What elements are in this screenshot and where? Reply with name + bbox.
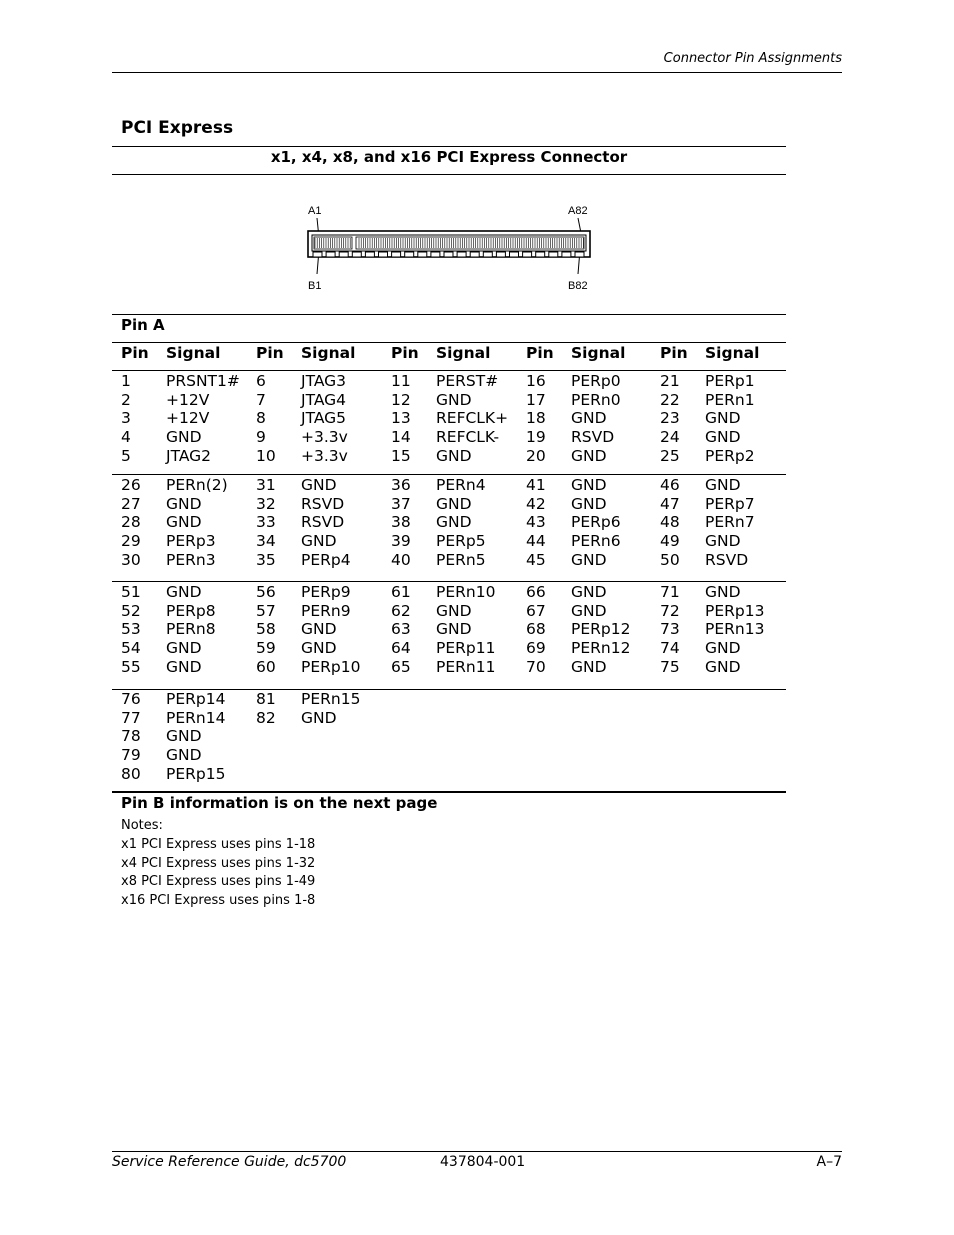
pin-number: 7 [256, 390, 266, 409]
signal-name: +3.3v [301, 446, 348, 465]
signal-name: GND [166, 657, 202, 676]
signal-column [436, 583, 495, 676]
block-separator-rule [112, 474, 786, 475]
pin-column [256, 690, 276, 727]
pin-number: 54 [121, 639, 141, 658]
signal-column [436, 476, 486, 569]
col-header-signal-4: Signal [571, 344, 626, 362]
pin-number: 66 [526, 583, 546, 601]
signal-column [166, 583, 216, 676]
pin-number: 62 [391, 601, 411, 620]
col-header-signal-3: Signal [436, 344, 491, 362]
table-caption: x1, x4, x8, and x16 PCI Express Connector [270, 148, 628, 166]
signal-name: GND [166, 583, 202, 601]
pin-number: 20 [526, 446, 546, 465]
pin-number: 44 [526, 532, 546, 551]
pin-column [660, 372, 680, 465]
signal-name: GND [436, 494, 472, 513]
pin-number: 72 [660, 601, 680, 620]
pin-number: 41 [526, 476, 546, 494]
signal-name: GND [705, 532, 741, 551]
pin-number: 30 [121, 550, 141, 569]
header-bottom-rule [112, 370, 786, 371]
signal-name: GND [571, 601, 607, 620]
signal-name: PERp10 [301, 657, 361, 676]
pin-number: 2 [121, 390, 131, 409]
pin-number: 16 [526, 372, 546, 390]
signal-name: RSVD [705, 550, 749, 569]
pin-column [121, 476, 141, 569]
signal-name: PERp2 [705, 446, 755, 465]
table-bottom-rule [112, 791, 786, 793]
pin-number: 36 [391, 476, 411, 494]
signal-name: GND [301, 708, 337, 727]
pin-number: 29 [121, 532, 141, 551]
pin-number: 81 [256, 690, 276, 708]
signal-name: GND [705, 657, 741, 676]
col-header-pin-3: Pin [391, 344, 419, 362]
pin-a-mid-rule [112, 342, 786, 343]
notes-label: Notes: [121, 818, 163, 833]
signal-column [301, 583, 360, 676]
pin-number: 59 [256, 639, 276, 658]
signal-name: JTAG3 [301, 372, 347, 390]
pin-column [256, 372, 276, 465]
signal-name: PERn3 [166, 550, 216, 569]
pin-number: 11 [391, 372, 411, 390]
pin-number: 45 [526, 550, 546, 569]
signal-name: GND [301, 476, 337, 494]
pin-column [660, 476, 680, 569]
signal-name: RSVD [301, 513, 345, 532]
pin-number: 27 [121, 494, 141, 513]
pin-number: 67 [526, 601, 546, 620]
label-a82: A82 [568, 205, 588, 217]
signal-name: RSVD [301, 494, 345, 513]
pin-number: 74 [660, 639, 680, 658]
signal-name: PERp4 [301, 550, 351, 569]
pin-number: 79 [121, 746, 141, 765]
pin-number: 34 [256, 532, 276, 551]
signal-name: GND [571, 583, 607, 601]
signal-column [705, 476, 755, 569]
col-header-pin-1: Pin [121, 344, 149, 362]
pin-column [121, 372, 131, 465]
signal-name: PERp13 [705, 601, 765, 620]
pin-number: 63 [391, 620, 411, 639]
block-separator-rule [112, 581, 786, 582]
col-header-pin-5: Pin [660, 344, 688, 362]
pin-number: 4 [121, 428, 131, 447]
signal-name: PERn12 [571, 639, 631, 658]
signal-name: REFCLK- [436, 428, 500, 447]
signal-column [301, 476, 351, 569]
pin-number: 65 [391, 657, 411, 676]
pin-number: 80 [121, 764, 141, 783]
signal-name: JTAG4 [301, 390, 347, 409]
pin-number: 60 [256, 657, 276, 676]
signal-column [436, 372, 508, 465]
pin-number: 6 [256, 372, 266, 390]
signal-name: PERp7 [705, 494, 755, 513]
signal-name: GND [571, 494, 607, 513]
pin-number: 71 [660, 583, 680, 601]
signal-name: GND [436, 446, 472, 465]
block-separator-rule [112, 689, 786, 690]
running-header: Connector Pin Assignments [663, 51, 842, 66]
notes [121, 817, 315, 911]
section-title: PCI Express [121, 118, 234, 138]
signal-name: PERp0 [571, 372, 621, 390]
signal-name: GND [166, 513, 202, 532]
label-a1: A1 [308, 205, 322, 217]
signal-name: PERp14 [166, 690, 226, 708]
pin-number: 64 [391, 639, 411, 658]
col-header-signal-1: Signal [166, 344, 221, 362]
pin-number: 76 [121, 690, 141, 708]
signal-name: PERn13 [705, 620, 765, 639]
pin-number: 56 [256, 583, 276, 601]
signal-name: REFCLK+ [436, 409, 509, 428]
signal-column [571, 372, 621, 465]
footer-rule [112, 1151, 842, 1152]
pin-number: 75 [660, 657, 680, 676]
note-line: x8 PCI Express uses pins 1-49 [121, 874, 316, 890]
pin-number: 23 [660, 409, 680, 428]
signal-name: PERST# [436, 372, 499, 390]
caption-top-rule [112, 146, 786, 147]
pin-b-note: Pin B information is on the next page [121, 794, 438, 812]
pin-number: 35 [256, 550, 276, 569]
pin-number: 42 [526, 494, 546, 513]
pin-number: 82 [256, 708, 276, 727]
caption-bottom-rule [112, 174, 786, 175]
pin-number: 33 [256, 513, 276, 532]
pin-number: 21 [660, 372, 680, 390]
pin-a-top-rule [112, 314, 786, 315]
signal-column [571, 476, 621, 569]
pin-number: 47 [660, 494, 680, 513]
signal-name: GND [436, 513, 472, 532]
signal-name: GND [166, 639, 202, 658]
signal-column [166, 372, 240, 465]
pin-number: 69 [526, 639, 546, 658]
col-header-pin-4: Pin [526, 344, 554, 362]
footer-title: Service Reference Guide, dc5700 [112, 1154, 347, 1170]
signal-name: GND [571, 657, 607, 676]
signal-name: PERp15 [166, 764, 226, 783]
signal-name: PERn14 [166, 708, 226, 727]
signal-name: PERn7 [705, 513, 755, 532]
signal-name: +3.3v [301, 428, 348, 447]
pin-column [121, 690, 141, 783]
signal-name: PERp1 [705, 372, 755, 390]
pin-number: 9 [256, 428, 266, 447]
signal-name: PERn6 [571, 532, 621, 551]
pin-number: 51 [121, 583, 141, 601]
note-line: x1 PCI Express uses pins 1-18 [121, 836, 316, 852]
signal-column [705, 372, 755, 465]
signal-name: GND [166, 727, 202, 746]
pin-number: 57 [256, 601, 276, 620]
signal-name: RSVD [571, 428, 615, 447]
signal-name: JTAG5 [301, 409, 347, 428]
col-header-signal-5: Signal [705, 344, 760, 362]
pin-number: 28 [121, 513, 141, 532]
pin-number: 43 [526, 513, 546, 532]
pin-number: 12 [391, 390, 411, 409]
signal-name: +12V [166, 390, 210, 409]
signal-name: PERn8 [166, 620, 216, 639]
pin-number: 25 [660, 446, 680, 465]
signal-name: GND [705, 639, 741, 658]
signal-name: PERn4 [436, 476, 486, 494]
signal-name: GND [705, 428, 741, 447]
pin-number: 38 [391, 513, 411, 532]
pin-number: 49 [660, 532, 680, 551]
col-header-signal-2: Signal [301, 344, 356, 362]
pin-number: 31 [256, 476, 276, 494]
pin-number: 1 [121, 372, 131, 390]
signal-name: PERn0 [571, 390, 621, 409]
signal-name: GND [436, 620, 472, 639]
pin-number: 50 [660, 550, 680, 569]
pin-column [391, 372, 411, 465]
pin-number: 13 [391, 409, 411, 428]
signal-name: PERn10 [436, 583, 496, 601]
pin-number: 18 [526, 409, 546, 428]
signal-name: PERp9 [301, 583, 351, 601]
signal-name: PERp6 [571, 513, 621, 532]
pin-column [391, 476, 411, 569]
label-b82: B82 [568, 280, 588, 292]
signal-name: GND [571, 409, 607, 428]
pin-number: 3 [121, 409, 131, 428]
signal-name: PERn9 [301, 601, 351, 620]
pin-number: 17 [526, 390, 546, 409]
signal-name: PERn1 [705, 390, 755, 409]
pin-number: 53 [121, 620, 141, 639]
signal-name: GND [436, 601, 472, 620]
pin-number: 68 [526, 620, 546, 639]
signal-name: PERp8 [166, 601, 216, 620]
pin-number: 39 [391, 532, 411, 551]
pin-number: 14 [391, 428, 411, 447]
pin-number: 48 [660, 513, 680, 532]
pin-number: 55 [121, 657, 141, 676]
pin-column [526, 476, 546, 569]
signal-name: PRSNT1# [166, 372, 240, 390]
signal-name: +12V [166, 409, 210, 428]
signal-column [705, 583, 764, 676]
pin-number: 5 [121, 446, 131, 465]
header-rule [112, 72, 842, 73]
signal-name: PERp3 [166, 532, 216, 551]
col-header-pin-2: Pin [256, 344, 284, 362]
pin-column [256, 583, 276, 676]
signal-name: GND [301, 620, 337, 639]
signal-column [301, 372, 348, 465]
signal-name: GND [436, 390, 472, 409]
signal-name: GND [705, 583, 741, 601]
signal-name: PERn(2) [166, 476, 228, 494]
pin-number: 46 [660, 476, 680, 494]
pin-number: 52 [121, 601, 141, 620]
pci-express-connector-diagram [300, 198, 600, 294]
pin-number: 10 [256, 446, 276, 465]
signal-name: GND [166, 494, 202, 513]
signal-name: GND [571, 550, 607, 569]
pin-number: 8 [256, 409, 266, 428]
pin-number: 61 [391, 583, 411, 601]
signal-column [166, 690, 225, 783]
note-line: x16 PCI Express uses pins 1-8 [121, 893, 316, 909]
signal-name: GND [166, 746, 202, 765]
signal-name: GND [166, 428, 202, 447]
signal-name: GND [301, 639, 337, 658]
pin-number: 19 [526, 428, 546, 447]
pin-number: 73 [660, 620, 680, 639]
signal-name: GND [571, 476, 607, 494]
pin-number: 32 [256, 494, 276, 513]
signal-name: PERp12 [571, 620, 631, 639]
pin-column [121, 583, 141, 676]
signal-name: JTAG2 [166, 446, 212, 465]
pin-column [526, 583, 546, 676]
pin-number: 78 [121, 727, 141, 746]
label-b1: B1 [308, 280, 322, 292]
signal-name: GND [571, 446, 607, 465]
pin-number: 26 [121, 476, 141, 494]
footer-page-number: A–7 [816, 1154, 842, 1170]
pin-number: 22 [660, 390, 680, 409]
pin-number: 77 [121, 708, 141, 727]
signal-name: GND [705, 409, 741, 428]
pin-number: 58 [256, 620, 276, 639]
signal-name: PERp11 [436, 639, 496, 658]
note-line: x4 PCI Express uses pins 1-32 [121, 855, 316, 871]
pin-a-label: Pin A [121, 316, 165, 334]
signal-name: PERn11 [436, 657, 496, 676]
signal-name: GND [705, 476, 741, 494]
pin-column [256, 476, 276, 569]
pin-number: 70 [526, 657, 546, 676]
pin-number: 15 [391, 446, 411, 465]
signal-column [571, 583, 630, 676]
signal-name: PERn5 [436, 550, 486, 569]
pin-number: 37 [391, 494, 411, 513]
signal-name: GND [301, 532, 337, 551]
pin-number: 40 [391, 550, 411, 569]
signal-column [166, 476, 228, 569]
pin-column [526, 372, 546, 465]
signal-name: PERn15 [301, 690, 361, 708]
signal-column [301, 690, 360, 727]
pin-column [660, 583, 680, 676]
pin-number: 24 [660, 428, 680, 447]
pin-column [391, 583, 411, 676]
signal-name: PERp5 [436, 532, 486, 551]
footer-part-number: 437804-001 [440, 1154, 526, 1170]
